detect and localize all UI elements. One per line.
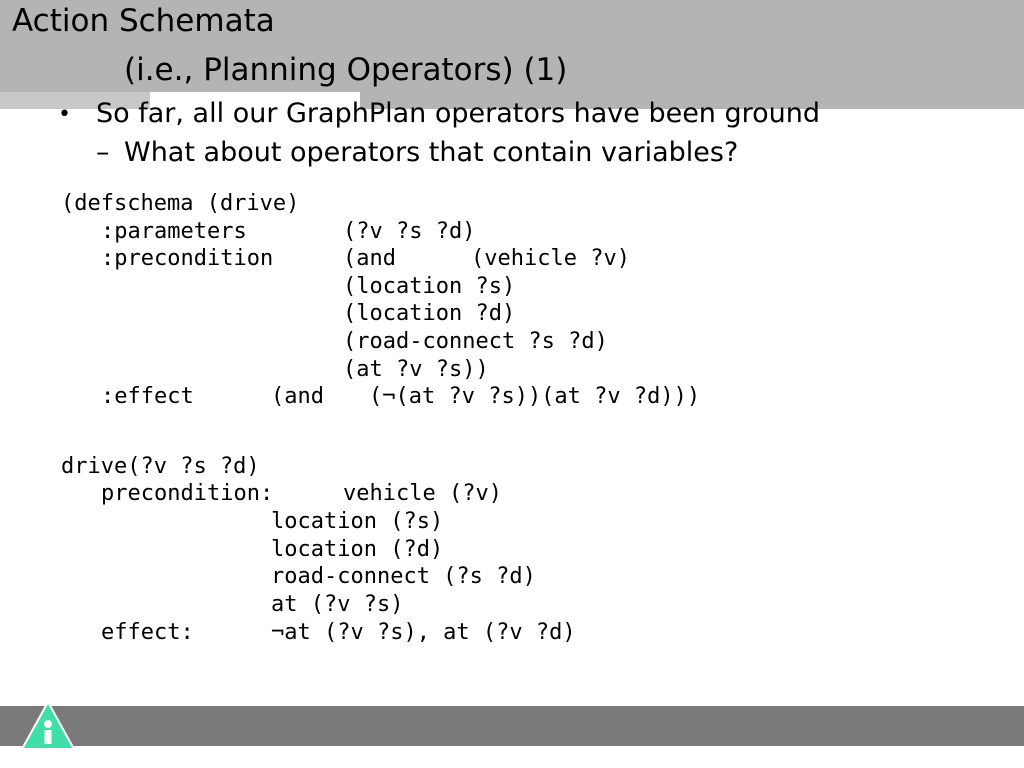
ground-effect-key: effect: — [101, 620, 194, 645]
ground-effect-value: ¬at (?v ?s), at (?v ?d) — [271, 620, 576, 645]
ground-precondition-location-d: location (?d) — [271, 537, 444, 562]
ground-precondition-location-s: location (?s) — [271, 509, 444, 534]
schema-precondition-location-s: (location ?s) — [343, 274, 516, 299]
schema-parameters-value: (?v ?s ?d) — [343, 219, 476, 244]
ground-precondition-key: precondition: — [101, 481, 274, 506]
schema-effect-and: (and — [271, 384, 324, 409]
info-icon[interactable] — [20, 700, 76, 752]
schema-precondition-vehicle: (vehicle ?v) — [471, 246, 630, 271]
ground-line-1: drive(?v ?s ?d) — [61, 454, 260, 479]
ground-precondition-vehicle: vehicle (?v) — [343, 481, 502, 506]
schema-precondition-at: (at ?v ?s)) — [343, 357, 489, 382]
slide-title-line-1: Action Schemata — [12, 3, 275, 39]
ground-precondition-at: at (?v ?s) — [271, 592, 404, 617]
bullet-marker: • — [58, 102, 71, 127]
slide-title-line-2: (i.e., Planning Operators) (1) — [124, 52, 568, 88]
schema-effect-key: :effect — [101, 384, 194, 409]
schema-precondition-location-d: (location ?d) — [343, 301, 516, 326]
ground-precondition-road-connect: road-connect (?s ?d) — [271, 564, 536, 589]
schema-effect-value: (¬(at ?v ?s))(at ?v ?d))) — [369, 384, 701, 409]
schema-parameters-key: :parameters — [101, 219, 247, 244]
bullet-text: So far, all our GraphPlan operators have been ground — [96, 98, 821, 129]
footer-bar — [0, 706, 1024, 746]
schema-precondition-and: (and — [343, 246, 396, 271]
sub-bullet-text: What about operators that contain variables? — [124, 137, 739, 168]
schema-line-1: (defschema (drive) — [61, 191, 300, 216]
schema-precondition-key: :precondition — [101, 246, 274, 271]
schema-precondition-road-connect: (road-connect ?s ?d) — [343, 329, 608, 354]
sub-bullet-marker: – — [96, 137, 110, 168]
